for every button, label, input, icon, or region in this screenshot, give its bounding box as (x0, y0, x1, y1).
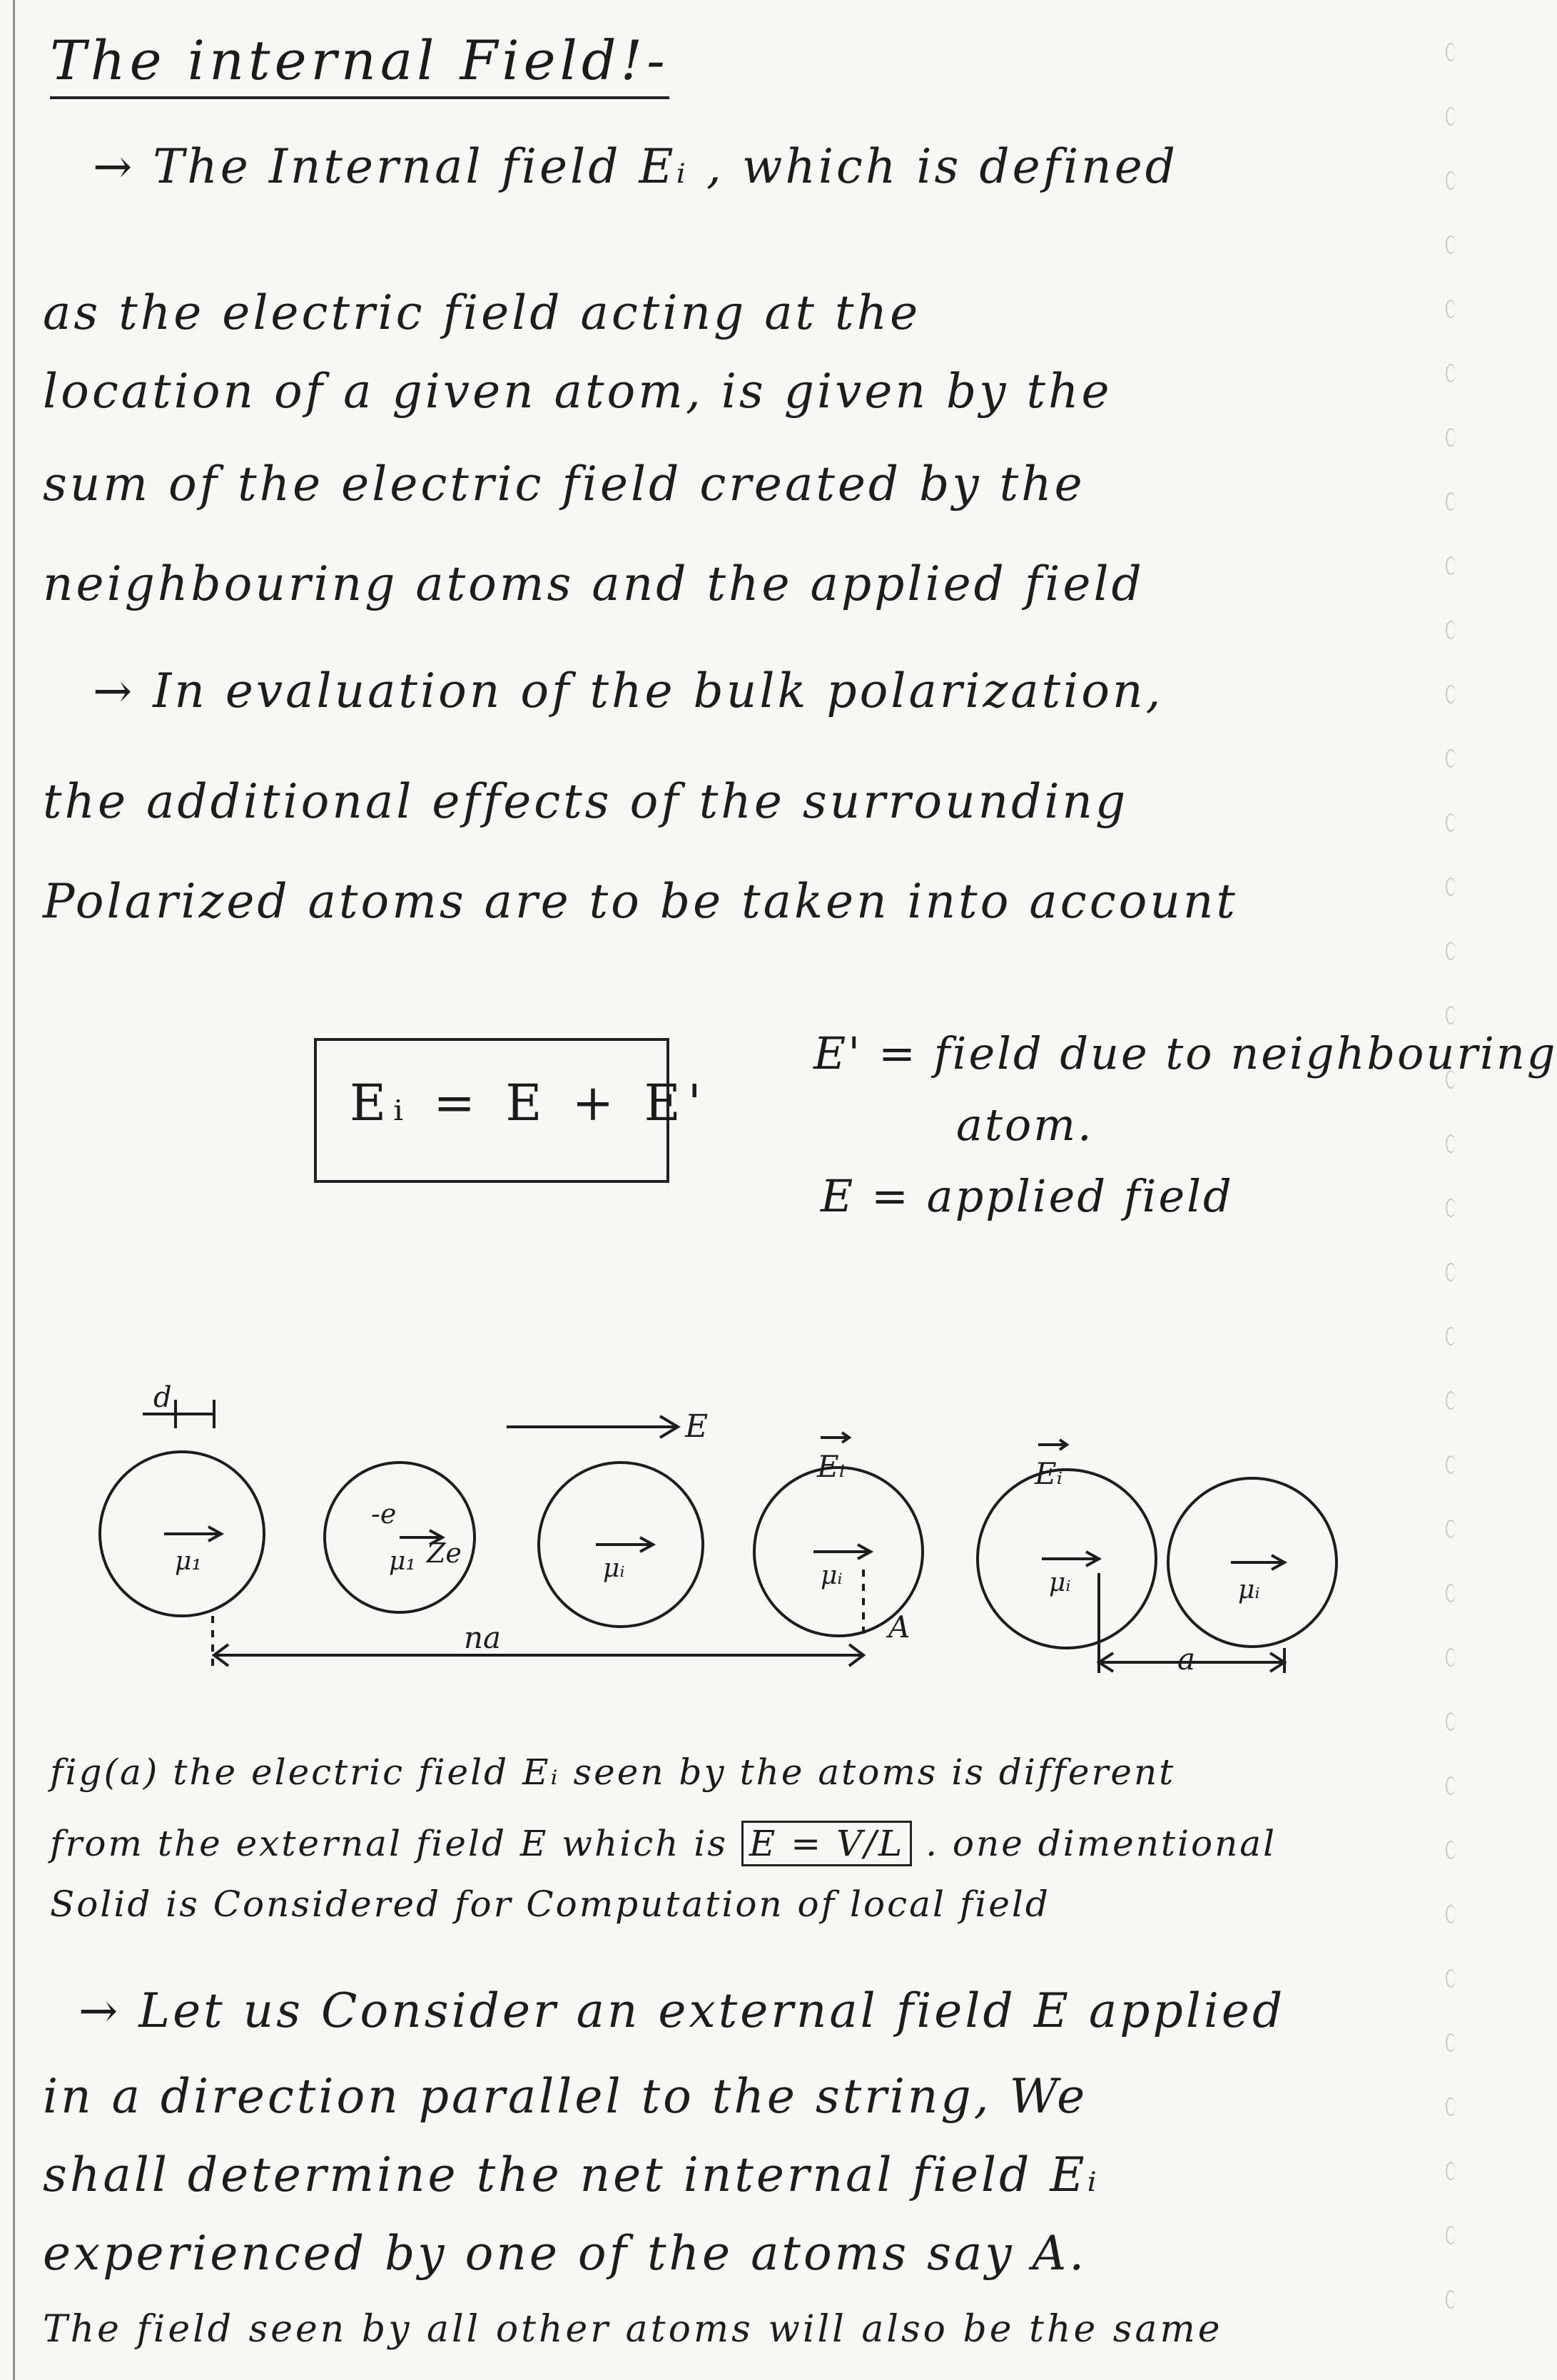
d-label: d (153, 1381, 172, 1414)
internal-field-label-2: Eᵢ (1035, 1456, 1063, 1491)
internal-field-equation: Eᵢ = E + E' (350, 1074, 709, 1132)
na-label: na (464, 1620, 502, 1655)
caption-line-2-pre: from the external field E which is (50, 1823, 728, 1864)
para1-line-3: location of a given atom, is given by the (43, 364, 1112, 419)
para1-line-2: as the electric field acting at the (43, 285, 921, 340)
caption-line-2 (50, 1823, 1277, 1864)
binder-hole (1446, 364, 1456, 382)
dipole-label-4: μᵢ (821, 1561, 843, 1590)
caption-line-2-post: . one dimentional (925, 1823, 1277, 1864)
point-a-label: A (888, 1609, 911, 1644)
applied-field-label: E (685, 1408, 709, 1445)
para2-line-3: Polarized atoms are to be taken into account (43, 874, 1238, 929)
para2-line-1: → In evaluation of the bulk polarization, (93, 663, 1164, 718)
dipole-label-1: μ₁ (175, 1547, 202, 1576)
spacing-a-label: a (1177, 1642, 1196, 1677)
binder-hole (1446, 1134, 1456, 1153)
binder-hole (1446, 2033, 1456, 2052)
binder-hole (1446, 685, 1456, 703)
atom-chain-figure (0, 1356, 1456, 1755)
binder-hole (1446, 428, 1456, 447)
binder-hole (1446, 492, 1456, 511)
para3-line-5: The field seen by all other atoms will also be the same (43, 2308, 1223, 2351)
binder-hole (1446, 1006, 1456, 1024)
binder-hole (1446, 556, 1456, 575)
dipole-label-5: μᵢ (1049, 1568, 1071, 1597)
legend-e-prime-cont: atom. (956, 1099, 1094, 1151)
legend-e: E = applied field (821, 1170, 1234, 1222)
binder-hole (1446, 171, 1456, 190)
binder-hole (1446, 942, 1456, 960)
binder-hole (1446, 878, 1456, 896)
binder-holes (1440, 0, 1456, 2380)
para1-line-1: → The Internal field Eᵢ , which is defined (93, 139, 1178, 194)
dipole-label-2: μ₁ (389, 1547, 416, 1576)
binder-hole (1446, 2162, 1456, 2180)
margin-line (13, 0, 15, 2380)
binder-hole (1446, 1327, 1456, 1346)
binder-hole (1446, 1263, 1456, 1281)
binder-hole (1446, 107, 1456, 126)
binder-hole (1446, 1776, 1456, 1795)
para1-line-4: sum of the electric field created by the (43, 457, 1085, 512)
para3-line-3: shall determine the net internal field Eᵢ (43, 2147, 1100, 2202)
para3-line-4: experienced by one of the atoms say A. (43, 2226, 1087, 2281)
internal-field-label-1: Eᵢ (817, 1449, 846, 1484)
binder-hole (1446, 1969, 1456, 1988)
page-title: The internal Field!- (50, 29, 669, 99)
binder-hole (1446, 621, 1456, 639)
binder-hole (1446, 813, 1456, 832)
electron-charge-label: -e (371, 1498, 397, 1530)
legend-e-prime: E' = field due to neighbouring (813, 1027, 1557, 1079)
dipole-label-6: μᵢ (1238, 1575, 1260, 1605)
para3-line-2: in a direction parallel to the string, We (43, 2069, 1088, 2124)
binder-hole (1446, 1841, 1456, 1859)
caption-line-3: Solid is Considered for Computation of local field (50, 1883, 1050, 1925)
binder-hole (1446, 43, 1456, 61)
binder-hole (1446, 2097, 1456, 2116)
para3-line-1: → Let us Consider an external field E applied (78, 1983, 1286, 2038)
caption-line-1: fig(a) the electric field Eᵢ seen by the atoms is different (50, 1751, 1176, 1793)
para1-line-5: neighbouring atoms and the applied field (43, 556, 1145, 611)
binder-hole (1446, 1199, 1456, 1217)
binder-hole (1446, 235, 1456, 254)
nucleus-charge-label: Ze (427, 1537, 462, 1569)
binder-hole (1446, 2226, 1456, 2244)
binder-hole (1446, 1905, 1456, 1923)
binder-hole (1446, 749, 1456, 768)
para2-line-2: the additional effects of the surrounding (43, 774, 1129, 829)
dipole-label-3: μᵢ (603, 1554, 625, 1583)
binder-hole (1446, 2290, 1456, 2309)
binder-hole (1446, 300, 1456, 318)
caption-boxed-formula: E = V/L (741, 1821, 912, 1866)
